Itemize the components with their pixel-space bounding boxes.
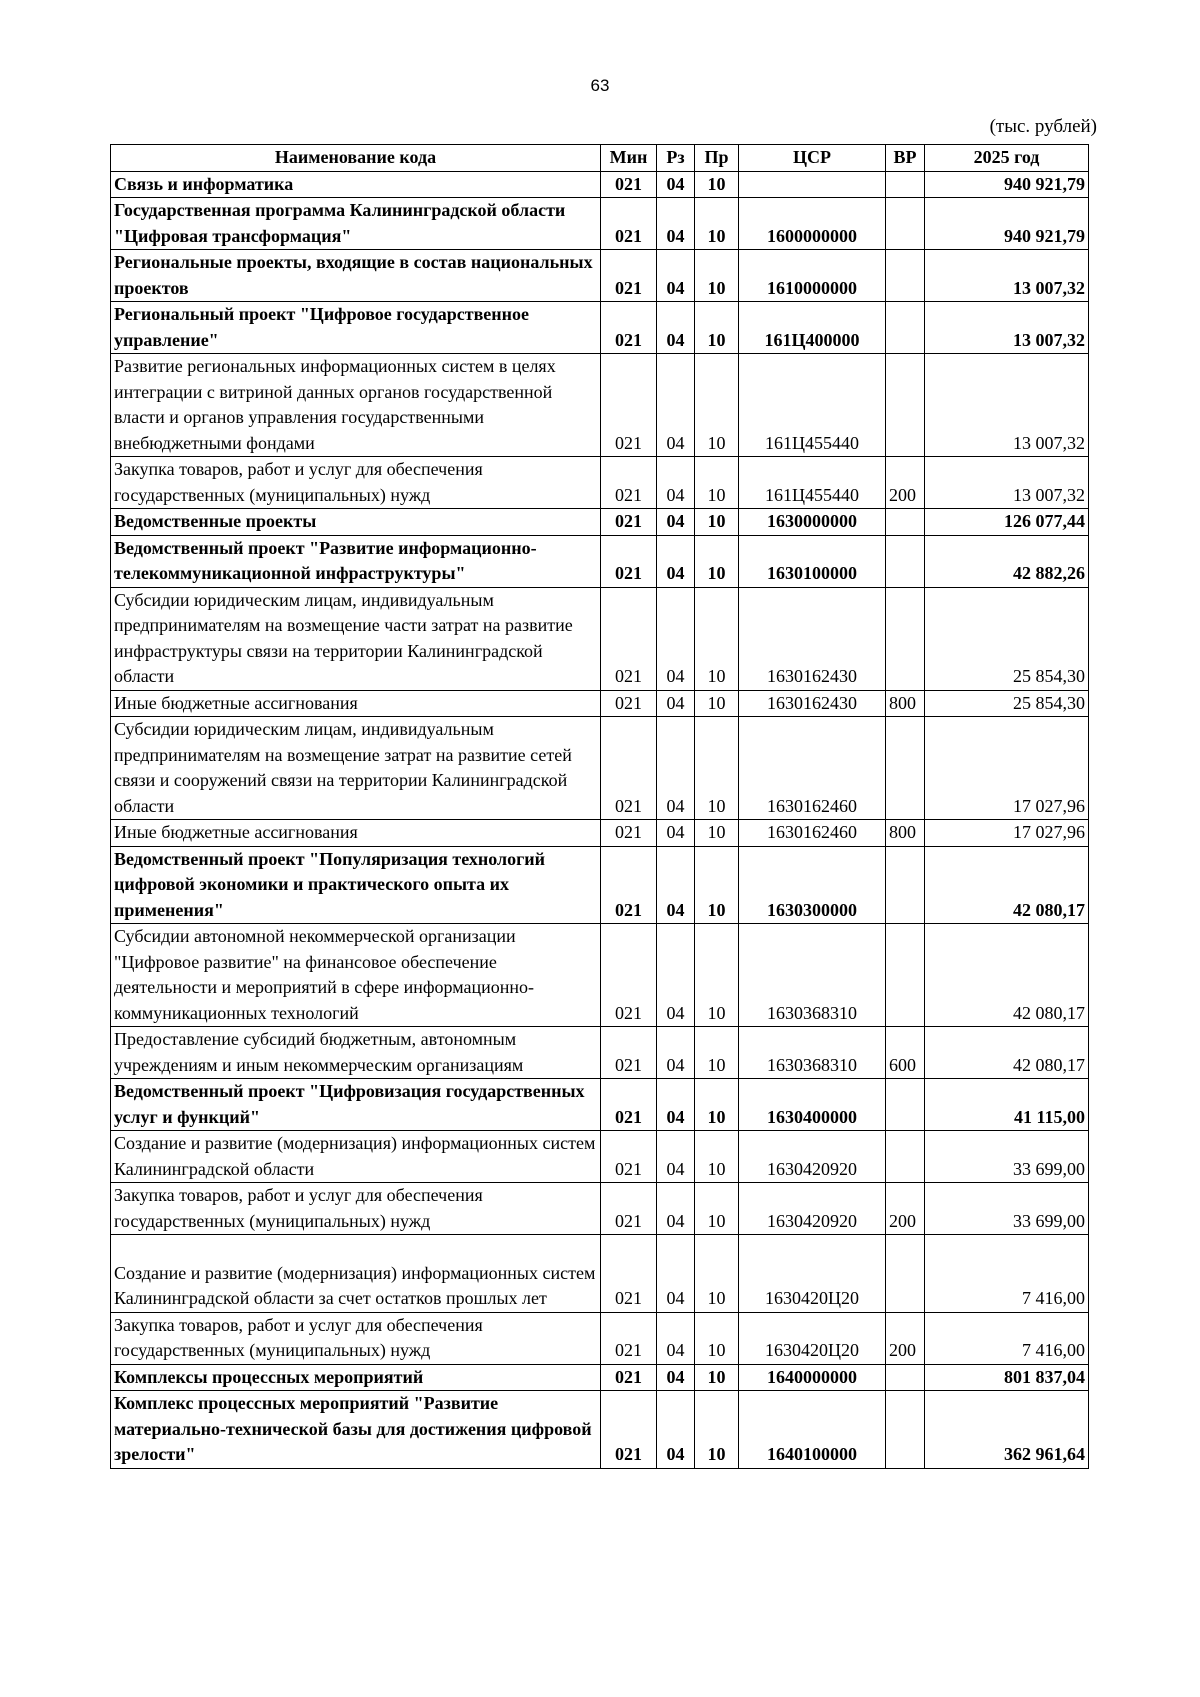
cell-csr: 1630420Ц20 — [739, 1235, 886, 1313]
cell-amount: 33 699,00 — [925, 1183, 1089, 1235]
cell-pr: 10 — [695, 457, 739, 509]
cell-csr: 161Ц455440 — [739, 354, 886, 457]
table-row — [111, 924, 1089, 1027]
cell-vr — [886, 1131, 925, 1183]
cell-pr: 10 — [695, 171, 739, 198]
units-note: (тыс. рублей) — [989, 116, 1097, 137]
cell-min: 021 — [601, 1364, 657, 1391]
cell-pr: 10 — [695, 924, 739, 1027]
cell-csr: 1630368310 — [739, 924, 886, 1027]
cell-name: Ведомственный проект "Развитие информационно-телекоммуникационной инфраструктуры" — [111, 535, 601, 587]
cell-min: 021 — [601, 1235, 657, 1313]
cell-rz: 04 — [657, 250, 695, 302]
cell-min: 021 — [601, 1391, 657, 1469]
cell-pr: 10 — [695, 820, 739, 847]
cell-vr: 200 — [886, 1312, 925, 1364]
table-row — [111, 535, 1089, 587]
cell-min: 021 — [601, 587, 657, 690]
cell-name: Иные бюджетные ассигнования — [111, 690, 601, 717]
cell-rz: 04 — [657, 1079, 695, 1131]
cell-vr: 800 — [886, 820, 925, 847]
cell-amount: 25 854,30 — [925, 690, 1089, 717]
cell-amount: 126 077,44 — [925, 509, 1089, 536]
cell-amount: 7 416,00 — [925, 1235, 1089, 1313]
cell-name: Ведомственные проекты — [111, 509, 601, 536]
cell-vr — [886, 1364, 925, 1391]
table-row — [111, 171, 1089, 198]
cell-pr: 10 — [695, 302, 739, 354]
cell-vr — [886, 198, 925, 250]
header-csr: ЦСР — [739, 145, 886, 172]
cell-pr: 10 — [695, 717, 739, 820]
cell-rz: 04 — [657, 1235, 695, 1313]
cell-rz: 04 — [657, 198, 695, 250]
cell-min: 021 — [601, 250, 657, 302]
cell-rz: 04 — [657, 924, 695, 1027]
cell-name: Предоставление субсидий бюджетным, автономным учреждениям и иным некоммерческим организациям — [111, 1027, 601, 1079]
cell-min: 021 — [601, 457, 657, 509]
cell-rz: 04 — [657, 717, 695, 820]
cell-csr: 1630368310 — [739, 1027, 886, 1079]
table-row — [111, 1364, 1089, 1391]
cell-pr: 10 — [695, 1312, 739, 1364]
header-name: Наименование кода — [111, 145, 601, 172]
cell-name: Закупка товаров, работ и услуг для обеспечения государственных (муниципальных) нужд — [111, 1312, 601, 1364]
table-row — [111, 820, 1089, 847]
cell-name: Создание и развитие (модернизация) информационных систем Калининградской области за счет остатков прошлых лет — [111, 1235, 601, 1313]
cell-csr: 1630420920 — [739, 1131, 886, 1183]
table-row — [111, 1391, 1089, 1469]
cell-rz: 04 — [657, 1391, 695, 1469]
cell-rz: 04 — [657, 535, 695, 587]
table-body — [111, 171, 1089, 1468]
cell-name: Субсидии юридическим лицам, индивидуальным предпринимателям на возмещение затрат на развитие сетей связи и сооружений связи на территории Калининградской области — [111, 717, 601, 820]
cell-csr: 1630100000 — [739, 535, 886, 587]
cell-pr: 10 — [695, 1027, 739, 1079]
cell-vr — [886, 1235, 925, 1313]
cell-rz: 04 — [657, 1364, 695, 1391]
cell-vr — [886, 302, 925, 354]
cell-amount: 42 080,17 — [925, 846, 1089, 924]
cell-csr — [739, 171, 886, 198]
cell-name: Развитие региональных информационных систем в целях интеграции с витриной данных органов государственной власти и органов управления государственными внебюджетными фондами — [111, 354, 601, 457]
cell-csr: 1600000000 — [739, 198, 886, 250]
cell-csr: 1630420Ц20 — [739, 1312, 886, 1364]
cell-name: Комплекс процессных мероприятий "Развитие материально-технической базы для достижения цифровой зрелости" — [111, 1391, 601, 1469]
cell-rz: 04 — [657, 1131, 695, 1183]
cell-amount: 940 921,79 — [925, 198, 1089, 250]
cell-vr: 200 — [886, 1183, 925, 1235]
cell-pr: 10 — [695, 509, 739, 536]
cell-name: Субсидии юридическим лицам, индивидуальным предпринимателям на возмещение части затрат на развитие инфраструктуры связи на территории Калининградской области — [111, 587, 601, 690]
cell-vr — [886, 354, 925, 457]
cell-name: Иные бюджетные ассигнования — [111, 820, 601, 847]
cell-rz: 04 — [657, 1183, 695, 1235]
cell-csr: 1630420920 — [739, 1183, 886, 1235]
cell-csr: 1630300000 — [739, 846, 886, 924]
cell-pr: 10 — [695, 1131, 739, 1183]
table-row — [111, 198, 1089, 250]
header-rz: Рз — [657, 145, 695, 172]
cell-min: 021 — [601, 924, 657, 1027]
budget-table — [110, 144, 1089, 1469]
cell-csr: 1630162460 — [739, 820, 886, 847]
cell-min: 021 — [601, 302, 657, 354]
cell-csr: 1630400000 — [739, 1079, 886, 1131]
cell-vr — [886, 171, 925, 198]
cell-vr: 800 — [886, 690, 925, 717]
cell-min: 021 — [601, 717, 657, 820]
cell-min: 021 — [601, 1079, 657, 1131]
table-row — [111, 354, 1089, 457]
cell-vr — [886, 1391, 925, 1469]
cell-vr — [886, 1079, 925, 1131]
cell-name: Закупка товаров, работ и услуг для обеспечения государственных (муниципальных) нужд — [111, 457, 601, 509]
cell-rz: 04 — [657, 302, 695, 354]
page-number: 63 — [590, 76, 610, 95]
cell-csr: 1630162430 — [739, 587, 886, 690]
cell-pr: 10 — [695, 690, 739, 717]
cell-amount: 41 115,00 — [925, 1079, 1089, 1131]
cell-amount: 362 961,64 — [925, 1391, 1089, 1469]
cell-vr — [886, 535, 925, 587]
cell-pr: 10 — [695, 1391, 739, 1469]
cell-pr: 10 — [695, 846, 739, 924]
table-row — [111, 1027, 1089, 1079]
table-row — [111, 1183, 1089, 1235]
cell-csr: 161Ц400000 — [739, 302, 886, 354]
header-pr: Пр — [695, 145, 739, 172]
cell-name: Связь и информатика — [111, 171, 601, 198]
cell-amount: 42 882,26 — [925, 535, 1089, 587]
cell-vr: 200 — [886, 457, 925, 509]
header-amount: 2025 год — [925, 145, 1089, 172]
cell-pr: 10 — [695, 587, 739, 690]
cell-name: Субсидии автономной некоммерческой организации "Цифровое развитие" на финансовое обеспечение деятельности и мероприятий в сфере информационно-коммуникационных технологий — [111, 924, 601, 1027]
cell-pr: 10 — [695, 354, 739, 457]
cell-rz: 04 — [657, 354, 695, 457]
cell-name: Ведомственный проект "Цифровизация государственных услуг и функций" — [111, 1079, 601, 1131]
cell-pr: 10 — [695, 198, 739, 250]
cell-min: 021 — [601, 354, 657, 457]
cell-rz: 04 — [657, 587, 695, 690]
cell-min: 021 — [601, 171, 657, 198]
cell-name: Ведомственный проект "Популяризация технологий цифровой экономики и практического опыта их применения" — [111, 846, 601, 924]
cell-name: Закупка товаров, работ и услуг для обеспечения государственных (муниципальных) нужд — [111, 1183, 601, 1235]
cell-csr: 1640100000 — [739, 1391, 886, 1469]
cell-amount: 17 027,96 — [925, 820, 1089, 847]
cell-amount: 17 027,96 — [925, 717, 1089, 820]
cell-min: 021 — [601, 690, 657, 717]
cell-min: 021 — [601, 846, 657, 924]
table-row — [111, 846, 1089, 924]
cell-amount: 33 699,00 — [925, 1131, 1089, 1183]
cell-csr: 1610000000 — [739, 250, 886, 302]
cell-pr: 10 — [695, 1079, 739, 1131]
table-row — [111, 1235, 1089, 1313]
cell-min: 021 — [601, 1183, 657, 1235]
cell-min: 021 — [601, 535, 657, 587]
cell-pr: 10 — [695, 1364, 739, 1391]
cell-rz: 04 — [657, 846, 695, 924]
cell-amount: 13 007,32 — [925, 354, 1089, 457]
cell-min: 021 — [601, 1312, 657, 1364]
cell-csr: 1630162430 — [739, 690, 886, 717]
cell-name: Региональные проекты, входящие в состав национальных проектов — [111, 250, 601, 302]
cell-csr: 1630162460 — [739, 717, 886, 820]
cell-vr — [886, 250, 925, 302]
cell-vr — [886, 587, 925, 690]
cell-vr — [886, 846, 925, 924]
cell-name: Региональный проект "Цифровое государственное управление" — [111, 302, 601, 354]
cell-amount: 801 837,04 — [925, 1364, 1089, 1391]
table-row — [111, 302, 1089, 354]
table-row — [111, 1131, 1089, 1183]
cell-rz: 04 — [657, 1312, 695, 1364]
cell-name: Создание и развитие (модернизация) информационных систем Калининградской области — [111, 1131, 601, 1183]
cell-name: Комплексы процессных мероприятий — [111, 1364, 601, 1391]
cell-csr: 1640000000 — [739, 1364, 886, 1391]
cell-amount: 7 416,00 — [925, 1312, 1089, 1364]
cell-min: 021 — [601, 198, 657, 250]
table-row — [111, 1079, 1089, 1131]
table-row — [111, 717, 1089, 820]
cell-min: 021 — [601, 1131, 657, 1183]
cell-rz: 04 — [657, 1027, 695, 1079]
cell-vr — [886, 509, 925, 536]
table-row — [111, 1312, 1089, 1364]
cell-rz: 04 — [657, 457, 695, 509]
cell-amount: 25 854,30 — [925, 587, 1089, 690]
cell-vr — [886, 717, 925, 820]
cell-pr: 10 — [695, 535, 739, 587]
cell-pr: 10 — [695, 1183, 739, 1235]
cell-rz: 04 — [657, 509, 695, 536]
cell-pr: 10 — [695, 250, 739, 302]
table-row — [111, 457, 1089, 509]
cell-pr: 10 — [695, 1235, 739, 1313]
cell-name: Государственная программа Калининградской области "Цифровая трансформация" — [111, 198, 601, 250]
cell-amount: 13 007,32 — [925, 250, 1089, 302]
cell-csr: 161Ц455440 — [739, 457, 886, 509]
cell-min: 021 — [601, 820, 657, 847]
cell-min: 021 — [601, 1027, 657, 1079]
table-row — [111, 690, 1089, 717]
cell-min: 021 — [601, 509, 657, 536]
cell-rz: 04 — [657, 690, 695, 717]
table-row — [111, 250, 1089, 302]
cell-amount: 940 921,79 — [925, 171, 1089, 198]
header-vr: ВР — [886, 145, 925, 172]
cell-amount: 42 080,17 — [925, 924, 1089, 1027]
cell-rz: 04 — [657, 820, 695, 847]
table-header-row — [111, 145, 1089, 172]
header-min: Мин — [601, 145, 657, 172]
table-row — [111, 587, 1089, 690]
table-row — [111, 509, 1089, 536]
cell-csr: 1630000000 — [739, 509, 886, 536]
cell-amount: 13 007,32 — [925, 457, 1089, 509]
cell-rz: 04 — [657, 171, 695, 198]
cell-amount: 42 080,17 — [925, 1027, 1089, 1079]
cell-amount: 13 007,32 — [925, 302, 1089, 354]
cell-vr: 600 — [886, 1027, 925, 1079]
cell-vr — [886, 924, 925, 1027]
